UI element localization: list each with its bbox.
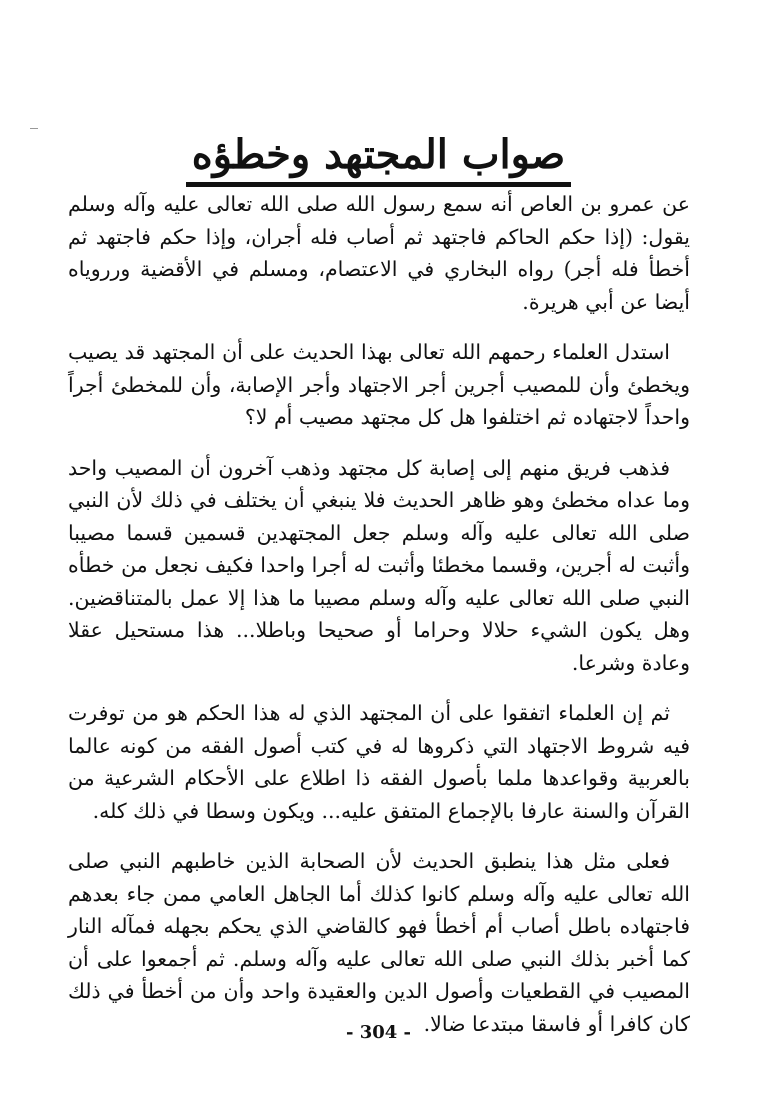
paragraph-conditions: ثم إن العلماء اتفقوا على أن المجتهد الذي له هذا الحكم هو من توفرت فيه شروط الاجتهاد التي ذكروها له في كتب أصول الفقه من كونه عالما بالعربية وقواعدها ملما بأصول الفقه ذا اطلاع على الأحكام الشرعية من القرآن والسنة عارفا بالإجماع المتفق عليه... ويكون وسطا في ذلك كله. [68,701,690,823]
margin-mark [30,128,38,129]
paragraph-hadith: عن عمرو بن العاص أنه سمع رسول الله صلى الله تعالى عليه وآله وسلم يقول: (إذا حكم الحاكم فاجتهد ثم أصاب فله أجران، وإذا حكم فاجتهد ثم أخطأ فله أجر) رواه البخاري في الاعتصام، ومسلم في الأقضية ورروياه أيضا عن أبي هريرة. [68,192,690,314]
title-block [0,130,757,187]
paragraph-application: فعلى مثل هذا ينطبق الحديث لأن الصحابة الذين خاطبهم النبي صلى الله تعالى عليه وآله وسلم كانوا كذلك أما الجاهل العامي ممن جاء بعدهم فاجتهاده باطل أصاب أم أخطأ فهو كالقاضي الذي يحكم بجهله فمآله النار كما أخبر بذلك النبي صلى الله تعالى عليه وآله وسلم. ثم أجمعوا على أن المصيب في القطعيات وأصول الدين والعقيدة واحد وأن من أخطأ في ذلك كان كافرا أو فاسقا مبتدعا ضالا. [68,849,690,1036]
paragraph-opinions: فذهب فريق منهم إلى إصابة كل مجتهد وذهب آخرون أن المصيب واحد وما عداه مخطئ وهو ظاهر الحديث فلا ينبغي أن يختلف في ذلك لأن النبي صلى الله تعالى عليه وآله وسلم جعل المجتهدين قسمين قسما مصيبا وأثبت له أجرين، وقسما مخطئا وأثبت له أجرا واحدا فكيف نجعل من خطأه النبي صلى الله تعالى عليه وآله وسلم مصيبا ما هذا إلا عمل بالمتناقضين. وهل يكون الشيء حلالا وحراما أو صحيحا وباطلا... هذا مستحيل عقلا وعادة وشرعا. [68,455,690,675]
chapter-title: صواب المجتهد وخطؤه [186,130,571,187]
paragraph-inference: استدل العلماء رحمهم الله تعالى بهذا الحديث على أن المجتهد قد يصيب ويخطئ وأن للمصيب أجرين أجر الاجتهاد وأجر الإصابة، وأن للمخطئ أجراً واحداً لاجتهاده ثم اختلفوا هل كل مجتهد مصيب أم لا؟ [68,340,690,429]
body-text [68,188,690,1058]
page-number: - 304 - [345,1022,412,1043]
